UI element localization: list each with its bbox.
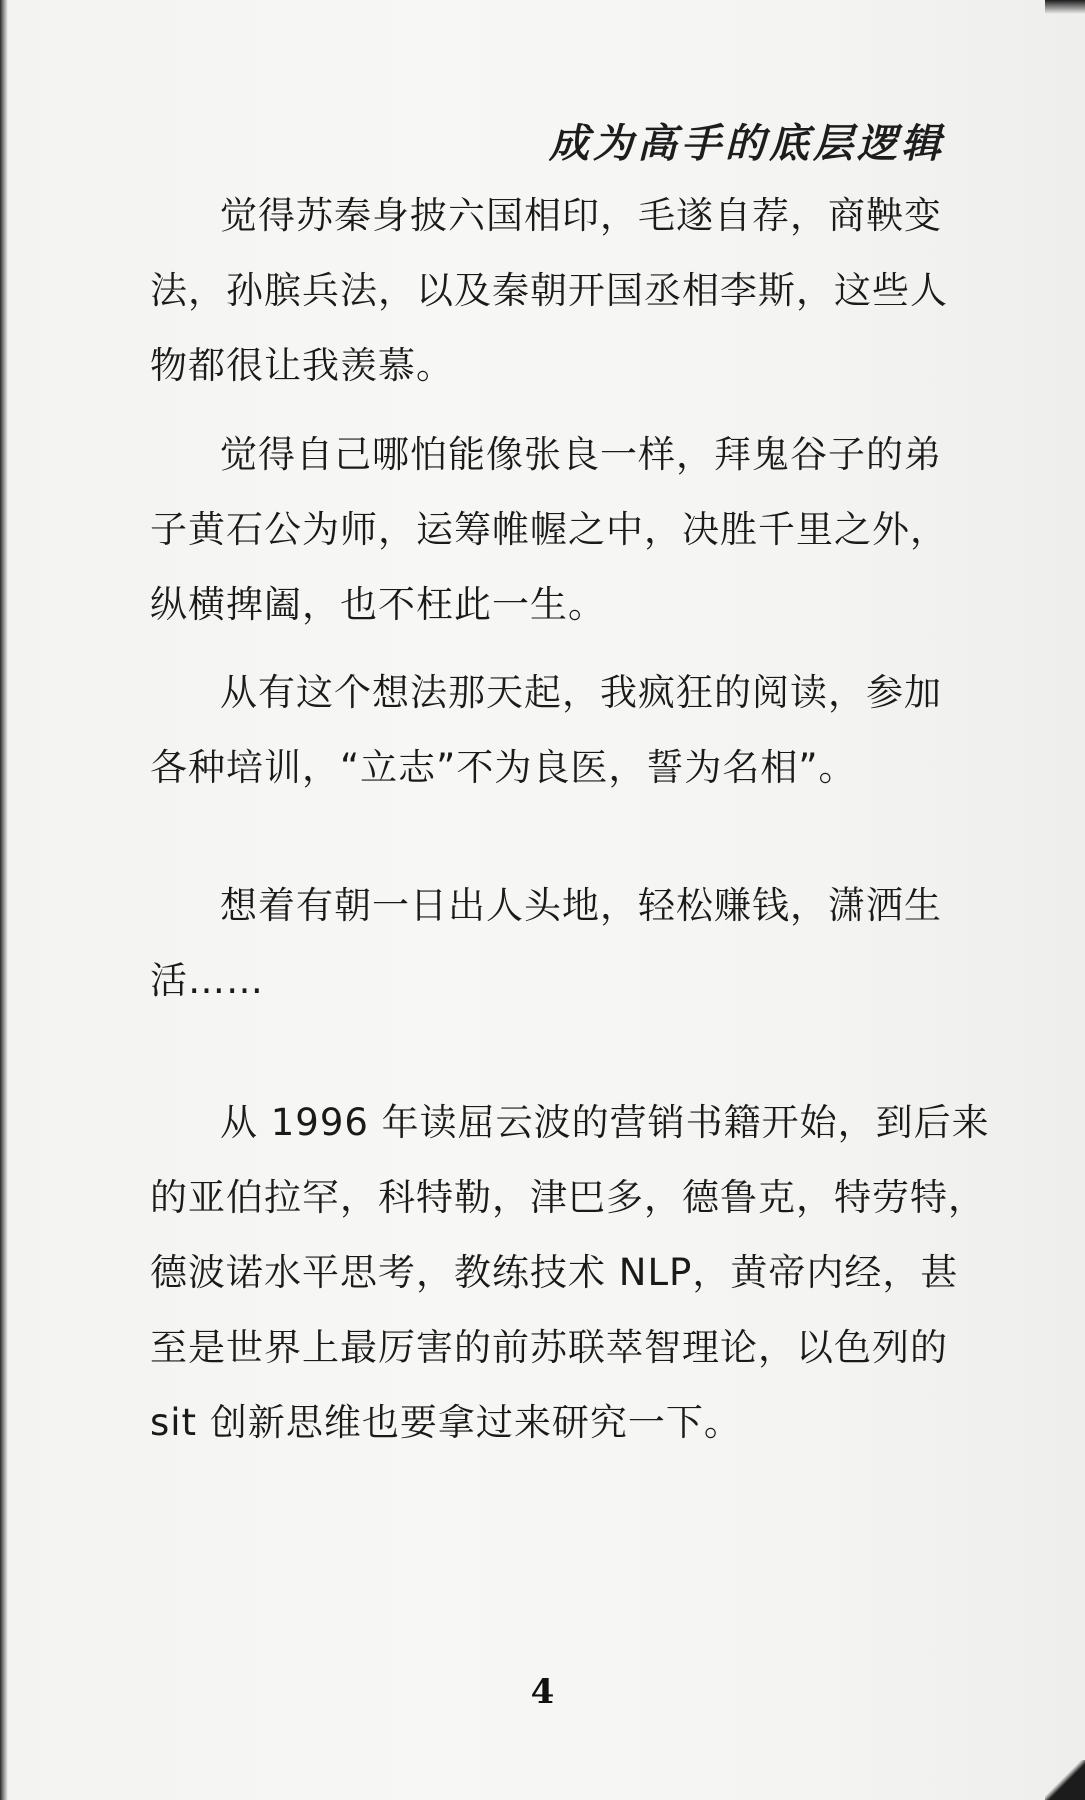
paragraph-line: 从 1996 年读屈云波的营销书籍开始，到后来 (220, 1101, 990, 1144)
paragraph-line: 觉得苏秦身披六国相印，毛遂自荐，商鞅变 (220, 194, 942, 237)
paragraph-line: sit 创新思维也要拿过来研究一下。 (150, 1401, 742, 1444)
paragraph-line: 德波诺水平思考，教练技术 NLP，黄帝内经，甚 (150, 1251, 959, 1294)
paragraph-line: 活…… (150, 959, 264, 1002)
paragraph-line: 法，孙膑兵法，以及秦朝开国丞相李斯，这些人 (150, 269, 948, 312)
paragraph-1 (150, 178, 948, 403)
paragraph-line: 从有这个想法那天起，我疯狂的阅读，参加 (220, 671, 942, 714)
paragraph-3 (150, 655, 940, 805)
paragraph-line: 各种培训，“立志”不为良医，誓为名相”。 (150, 746, 857, 789)
paragraph-2 (150, 417, 948, 642)
paragraph-line: 子黄石公为师，运筹帷幄之中，决胜千里之外， (150, 508, 948, 551)
page-bottom-right-shadow (1045, 1760, 1085, 1800)
paragraph-line: 纵横捭阖，也不枉此一生。 (150, 583, 606, 626)
page-left-edge-shadow (0, 0, 8, 1800)
paragraph-line: 觉得自己哪怕能像张良一样，拜鬼谷子的弟 (220, 433, 942, 476)
running-head: 成为高手的底层逻辑 (549, 120, 945, 167)
paragraph-line: 想着有朝一日出人头地，轻松赚钱，潇洒生 (220, 884, 942, 927)
paragraph-4 (150, 868, 940, 1018)
page-number: 4 (530, 1672, 555, 1712)
paragraph-5 (150, 1085, 990, 1460)
paragraph-line: 的亚伯拉罕，科特勒，津巴多，德鲁克，特劳特， (150, 1176, 986, 1219)
paragraph-line: 物都很让我羡慕。 (150, 344, 454, 387)
paragraph-line: 至是世界上最厉害的前苏联萃智理论，以色列的 (150, 1326, 948, 1369)
page-top-right-shadow (1045, 0, 1085, 14)
